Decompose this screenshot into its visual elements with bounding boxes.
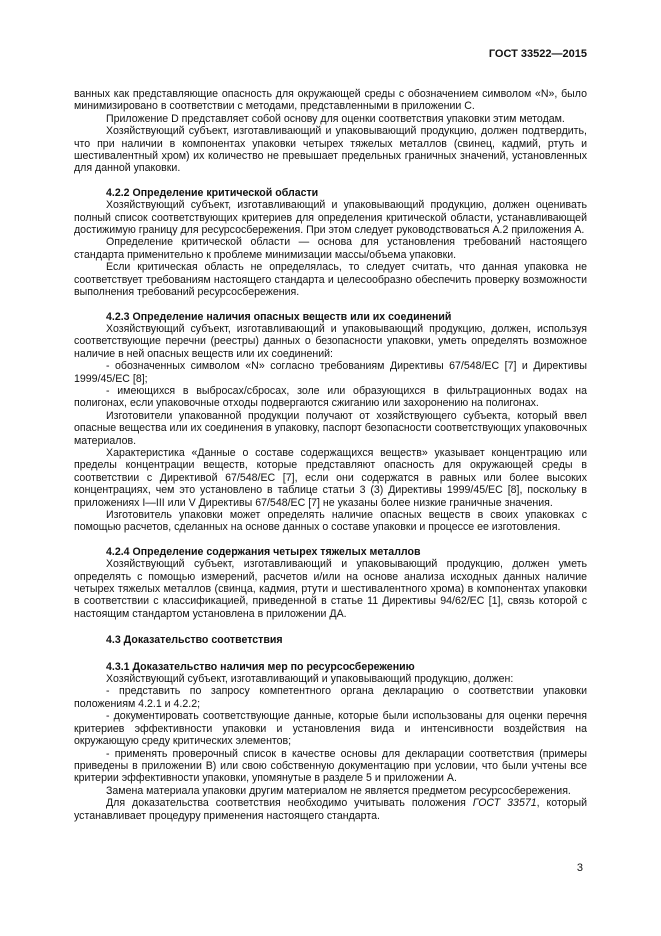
- section-heading-4-2-3: 4.2.3 Определение наличия опасных веществ или их соединений: [106, 310, 452, 323]
- paragraph: Определение критической области — основа для установления требований настоящего стандарта применительно к проблеме минимизации массы/объема упаковки.: [74, 236, 587, 261]
- paragraph: Характеристика «Данные о составе содержащихся веществ» указывает концентрацию или пределы концентрации веществ, которые представляют опасность для окружающей среды в соответствии с Директивой 67/548/ЕС [7], если они содержатся в равных или более высоких концентрациях, чем это установлено в таблице статьи 3 (3) Директивы 1999/45/ЕС [8], поскольку в приложениях I—III или V Директивы 67/548/ЕС [7] не указаны более низкие граничные значения.: [74, 446, 587, 509]
- paragraph: Если критическая область не определялась, то следует считать, что данная упаковка не соответствует требованиям настоящего стандарта и целесообразно обеспечить проверку возможности выполнения требований ресурсосбережения.: [74, 261, 587, 299]
- paragraph: ванных как представляющие опасность для окружающей среды с обозначением символом «N», было минимизировано в соответствии с методами, представленными в приложении С.: [74, 88, 587, 113]
- paragraph: Изготовители упакованной продукции получают от хозяйствующего субъекта, который ввел опасные вещества или их соединения в упаковку, паспорт безопасности соответствующих упаковочных материалов.: [74, 409, 587, 447]
- paragraph: Хозяйствующий субъект, изготавливающий и упаковывающий продукцию, должен уметь определять с помощью измерений, расчетов и/или на основе анализа исходных данных наличие четырех тяжелых металлов (свинца, кадмия, ртути и шестивалентного хрома) в компонентах упаковки в соответствии с классификацией, приведенной в статье 11 Директивы 94/62/ЕС [1], связь которой с настоящим стандартом установлена в приложении ДА.: [74, 558, 587, 620]
- paragraph: Хозяйствующий субъект, изготавливающий и упаковывающий продукцию, должен подтвердить, что при наличии в компонентах упаковки четырех тяжелых металлов (свинец, кадмий, ртуть и шестивалентный хром) их количество не превышает предельных граничных значений, установленных для данной упаковки.: [74, 125, 587, 175]
- paragraph: Замена материала упаковки другим материалом не является предметом ресурсосбережения.: [106, 784, 571, 797]
- list-item: - документировать соответствующие данные, которые были использованы для оценки перечня критериев эффективности упаковки и установления вида и интенсивности воздействия на окружающую среду критических элементов;: [74, 710, 587, 748]
- list-item: - имеющихся в выбросах/сбросах, золе или образующихся в фильтрационных водах на полигонах, если упаковочные отходы подвергаются сжиганию или захоронению на полигонах.: [74, 384, 587, 410]
- section-heading-4-2-2: 4.2.2 Определение критической области: [106, 186, 319, 199]
- paragraph-text: Для доказательства соответствия необходимо учитывать положения: [106, 797, 473, 810]
- document-body: [74, 88, 587, 822]
- paragraph: [74, 797, 587, 822]
- paragraph: Приложение D представляет собой основу для оценки соответствия упаковки этим методам.: [106, 112, 565, 125]
- list-item: - представить по запросу компетентного органа декларацию о соответствии упаковки положениям 4.2.1 и 4.2.2;: [74, 685, 587, 710]
- list-item: - применять проверочный список в качестве основы для декларации соответствия (примеры приведены в приложении В) или свою собственную документацию при условии, что были учтены все критерии эффективности упаковки, упомянутые в разделе 5 и приложении А.: [74, 747, 587, 785]
- paragraph: Хозяйствующий субъект, изготавливающий и упаковывающий продукцию, должен, используя соответствующие перечни (реестры) данных о безопасности упаковки, уметь определять возможное наличие в ней опасных веществ или их соединений:: [74, 322, 587, 360]
- section-heading-4-2-4: 4.2.4 Определение содержания четырех тяжелых металлов: [106, 545, 421, 558]
- section-heading-4-3: 4.3 Доказательство соответствия: [106, 634, 283, 647]
- page-number: 3: [576, 862, 583, 874]
- paragraph-text: , который устанавливает процедуру применения настоящего стандарта.: [74, 797, 587, 822]
- standard-reference: ГОСТ 33571: [472, 797, 537, 810]
- section-heading-4-3-1: 4.3.1 Доказательство наличия мер по ресурсосбережению: [106, 660, 415, 673]
- list-item: - обозначенных символом «N» согласно требованиям Директивы 67/548/ЕС [7] и Директивы 1999/45/ЕС [8];: [74, 360, 587, 385]
- document-code-header: ГОСТ 33522—2015: [488, 48, 587, 60]
- paragraph: Хозяйствующий субъект, изготавливающий и упаковывающий продукцию, должен оценивать полный список соответствующих критериев для определения критической области, устанавливающей достижимую границу для ресурсосбережения. При этом следует руководствоваться А.2 приложения А.: [74, 199, 587, 237]
- paragraph: Изготовитель упаковки может определять наличие опасных веществ в своих упаковках с помощью расчетов, сделанных на основе данных о составе упаковки и процессе ее изготовления.: [74, 509, 587, 534]
- paragraph: Хозяйствующий субъект, изготавливающий и упаковывающий продукцию, должен:: [106, 673, 514, 686]
